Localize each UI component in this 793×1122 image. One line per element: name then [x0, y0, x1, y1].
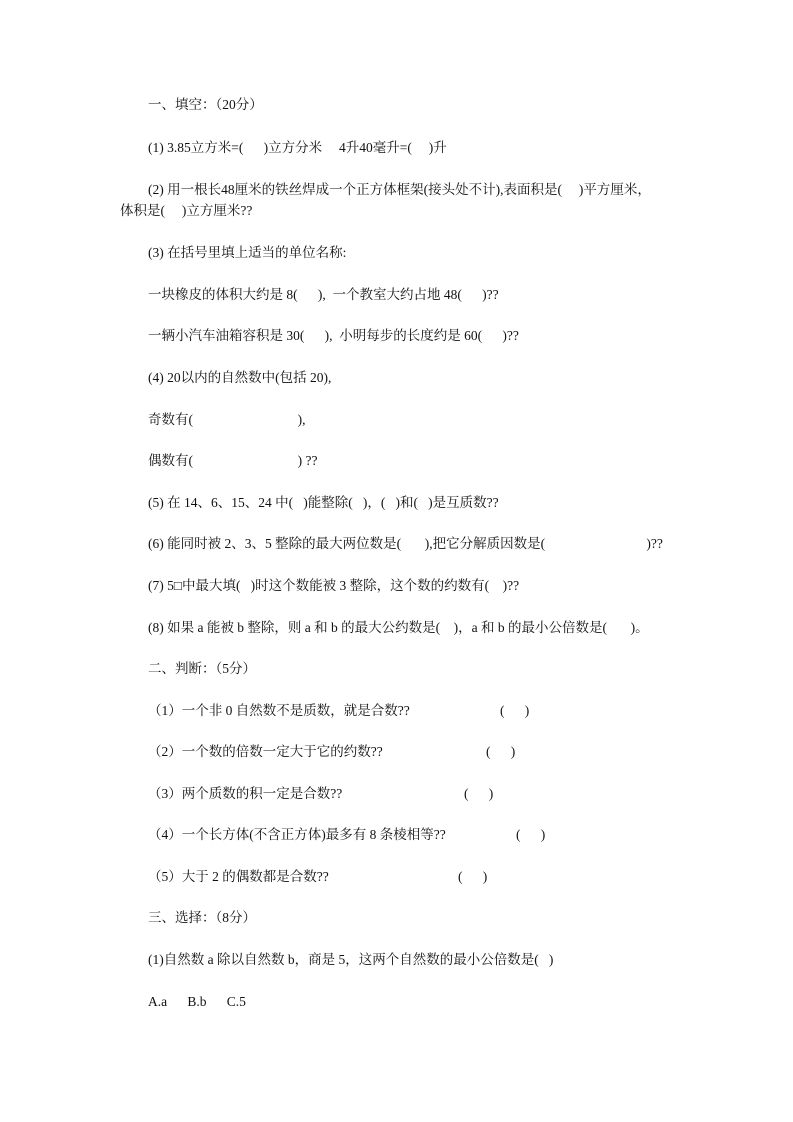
fill-question-4: (4) 20以内的自然数中(包括 20),	[148, 370, 332, 385]
section-heading-judge: 二、判断：（5分）	[148, 661, 256, 676]
fill-question-3: (3) 在括号里填上适当的单位名称:	[148, 245, 347, 260]
judge-item-4-text: （4）一个长方体(不含正方体)最多有 8 条棱相等??	[148, 827, 446, 842]
fill-question-2-line-2: 体积是( )立方厘米??	[120, 203, 253, 218]
section-heading-fill: 一、填空：（20分）	[148, 97, 263, 112]
judge-item-5-bracket: ( )	[458, 869, 488, 884]
fill-question-8: (8) 如果 a 能被 b 整除，则 a 和 b 的最大公约数是( )，a 和 b 的最小公倍数是( )。	[148, 620, 649, 635]
fill-question-3b: 一辆小汽车油箱容积是 30( ), 小明每步的长度约是 60( )??	[148, 328, 519, 343]
fill-question-6: (6) 能同时被 2、3、5 整除的最大两位数是( ),把它分解质因数是( )??	[148, 536, 663, 551]
fill-question-1: (1) 3.85立方米=( )立方分米 4升40毫升=( )升	[148, 140, 447, 155]
judge-item-5-text: （5）大于 2 的偶数都是合数??	[148, 869, 329, 884]
fill-question-4-even: 偶数有( ) ??	[148, 453, 318, 468]
fill-question-3a: 一块橡皮的体积大约是 8( ), 一个教室大约占地 48( )??	[148, 287, 499, 302]
section-heading-choice: 三、选择：（8分）	[148, 910, 256, 925]
fill-question-2-line-1: (2) 用一根长48厘米的铁丝焊成一个正方体框架(接头处不计),表面积是( )平方厘米，	[148, 182, 651, 197]
choice-question-1: (1)自然数 a 除以自然数 b，商是 5，这两个自然数的最小公倍数是( )	[148, 952, 554, 967]
fill-question-4-odd: 奇数有( ),	[148, 412, 306, 427]
judge-item-1-text: （1）一个非 0 自然数不是质数，就是合数??	[148, 703, 410, 718]
judge-item-3-bracket: ( )	[464, 786, 494, 801]
judge-item-2-text: （2）一个数的倍数一定大于它的约数??	[148, 744, 383, 759]
judge-item-2-bracket: ( )	[486, 744, 516, 759]
choice-question-1-options: A.a B.b C.5	[148, 994, 246, 1009]
fill-question-7: (7) 5□中最大填( )时这个数能被 3 整除，这个数的约数有( )??	[148, 578, 520, 593]
judge-item-4-bracket: ( )	[516, 827, 546, 842]
fill-question-5: (5) 在 14、6、15、24 中( )能整除( )，( )和( )是互质数??	[148, 495, 499, 510]
judge-item-1-bracket: ( )	[500, 703, 530, 718]
judge-item-3-text: （3）两个质数的积一定是合数??	[148, 786, 343, 801]
